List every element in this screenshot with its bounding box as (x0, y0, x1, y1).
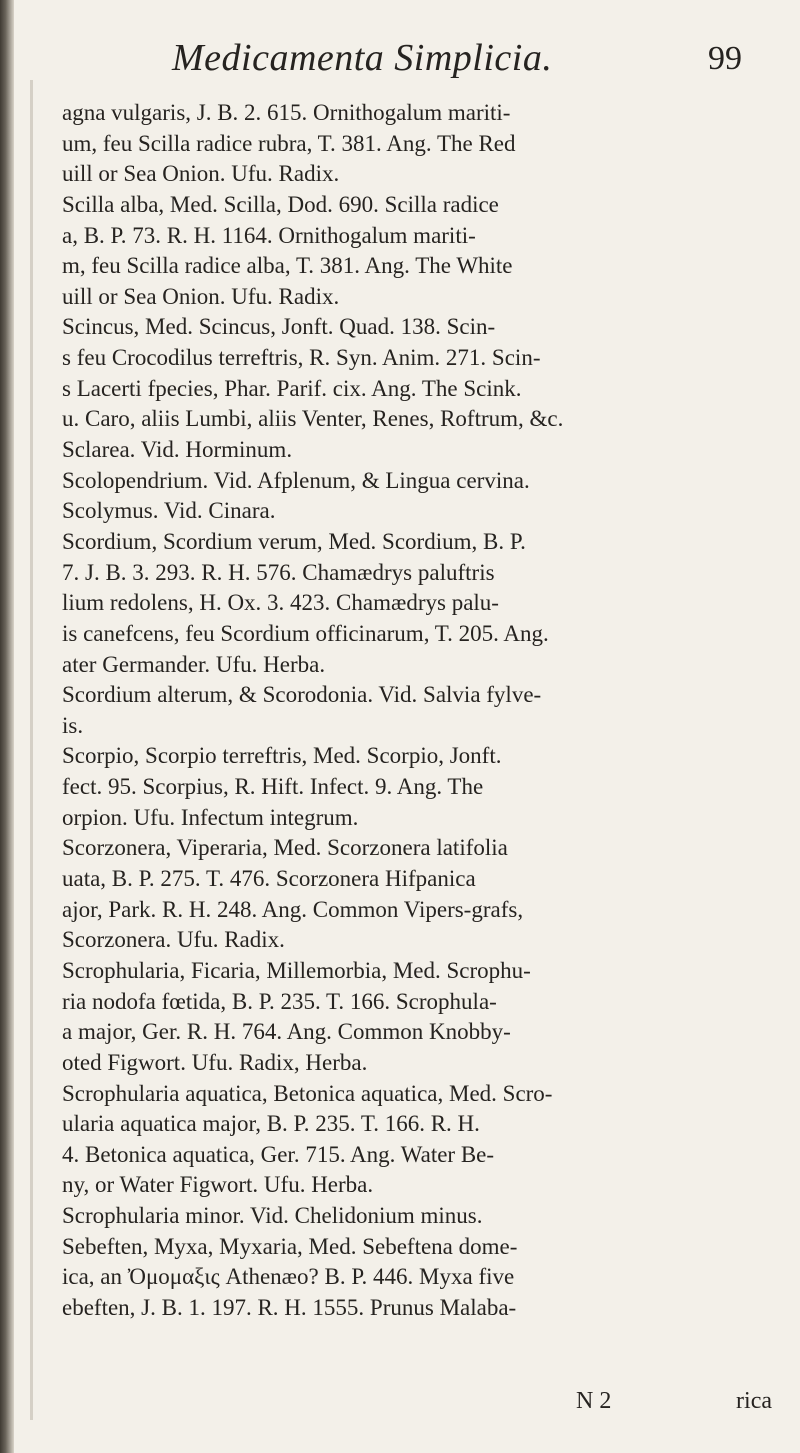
text-line: is canefcens, feu Scordium officinarum, T. 205. Ang. (62, 620, 549, 646)
text-line: um, feu Scilla radice rubra, T. 381. Ang. The Red (62, 130, 516, 156)
text-line: orpion. Ufu. Infectum integrum. (62, 804, 359, 830)
text-line: Scorzonera. Ufu. Radix. (62, 927, 285, 953)
text-line: Scilla alba, Med. Scilla, Dod. 690. Scilla radice (62, 191, 499, 217)
text-line: Scrophularia, Ficaria, Millemorbia, Med. Scrophu- (62, 957, 531, 983)
text-line: s feu Crocodilus terreftris, R. Syn. Anim. 271. Scin- (62, 345, 541, 371)
text-line: a major, Ger. R. H. 764. Ang. Common Knobby- (62, 1019, 511, 1045)
text-line: Scincus, Med. Scincus, Jonft. Quad. 138. Scin- (62, 314, 496, 340)
text-line: ebeften, J. B. 1. 197. R. H. 1555. Prunus Malaba- (62, 1294, 517, 1320)
signature-mark: N 2 (576, 1388, 612, 1414)
catchword: rica (736, 1388, 772, 1414)
text-line: Scrophularia aquatica, Betonica aquatica, Med. Scro- (62, 1080, 553, 1106)
text-line: uata, B. P. 275. T. 476. Scorzonera Hifpanica (62, 866, 476, 892)
text-line: oted Figwort. Ufu. Radix, Herba. (62, 1049, 368, 1075)
text-line: is. (62, 712, 84, 738)
gutter-shadow (30, 80, 33, 1420)
text-line: lium redolens, H. Ox. 3. 423. Chamædrys palu- (62, 590, 499, 616)
running-head: Medicamenta Simplicia. (172, 37, 553, 79)
text-line: fect. 95. Scorpius, R. Hift. Infect. 9. Ang. The (62, 774, 484, 800)
text-line: s Lacerti fpecies, Phar. Parif. cix. Ang. The Scink. (62, 375, 522, 401)
text-line: Scrophularia minor. Vid. Chelidonium minus. (62, 1203, 483, 1229)
text-line: Scordium, Scordium verum, Med. Scordium, B. P. (62, 528, 526, 554)
text-line: Scordium alterum, & Scorodonia. Vid. Salvia fylve- (62, 682, 542, 708)
dictionary-text (62, 98, 770, 1324)
page-footer (576, 1388, 772, 1422)
text-line: a, B. P. 73. R. H. 1164. Ornithogalum mariti- (62, 222, 476, 248)
text-line: ater Germander. Ufu. Herba. (62, 651, 326, 677)
text-line: ny, or Water Figwort. Ufu. Herba. (62, 1172, 374, 1198)
text-line: Sclarea. Vid. Horminum. (62, 437, 293, 463)
text-line: Scolopendrium. Vid. Afplenum, & Lingua cervina. (62, 467, 530, 493)
text-line: 7. J. B. 3. 293. R. H. 576. Chamædrys paluftris (62, 559, 495, 585)
text-line: Sebeften, Myxa, Myxaria, Med. Sebeftena dome- (62, 1233, 518, 1259)
text-line: agna vulgaris, J. B. 2. 615. Ornithogalum mariti- (62, 100, 511, 125)
binding-gutter (0, 0, 14, 1453)
text-line: ajor, Park. R. H. 248. Ang. Common Vipers-grafs, (62, 896, 524, 922)
text-line: uill or Sea Onion. Ufu. Radix. (62, 161, 340, 187)
text-line: Scolymus. Vid. Cinara. (62, 498, 276, 524)
text-line: m, feu Scilla radice alba, T. 381. Ang. The White (62, 253, 513, 279)
text-line: ica, an Ὀμομαξις Athenæo? B. P. 446. Myxa five (62, 1264, 515, 1290)
text-line: Scorzonera, Viperaria, Med. Scorzonera latifolia (62, 835, 508, 861)
text-line: ria nodofa fœtida, B. P. 235. T. 166. Scrophula- (62, 988, 497, 1014)
text-line: u. Caro, aliis Lumbi, aliis Venter, Renes, Roftrum, &c. (62, 406, 564, 432)
text-line: 4. Betonica aquatica, Ger. 715. Ang. Water Be- (62, 1141, 495, 1167)
text-line: uill or Sea Onion. Ufu. Radix. (62, 283, 340, 309)
page-number: 99 (708, 40, 742, 77)
text-line: ularia aquatica major, B. P. 235. T. 166. R. H. (62, 1111, 480, 1137)
text-line: Scorpio, Scorpio terreftris, Med. Scorpio, Jonft. (62, 743, 502, 769)
page-header (0, 36, 800, 86)
